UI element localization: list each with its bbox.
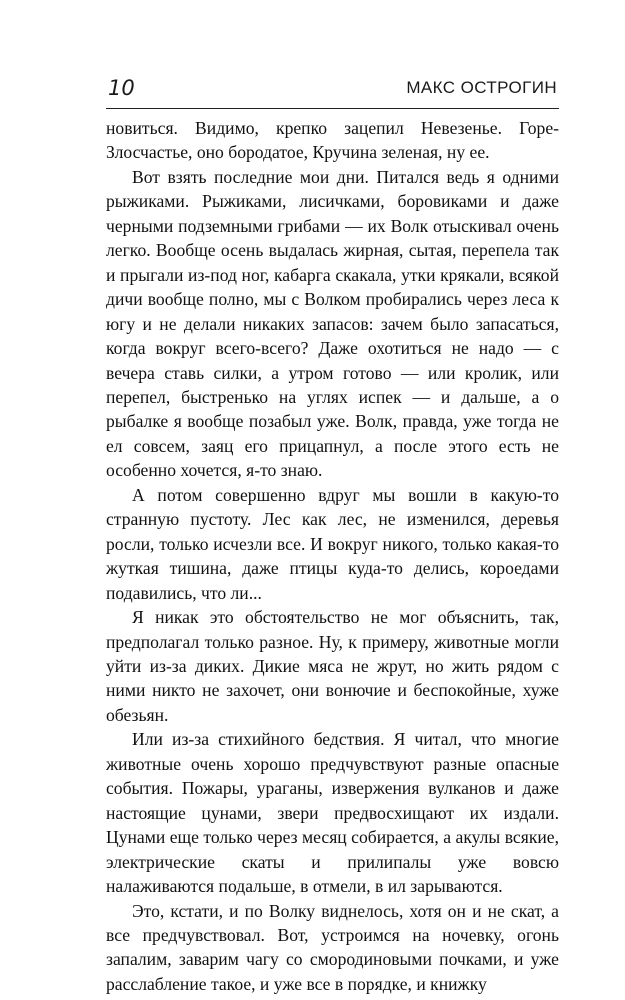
paragraph: Вот взять последние мои дни. Питался ведь я одними рыжиками. Рыжиками, лисичками, боровиками и даже черными подземными грибами — их Волк отыскивал очень легко. Вообще осень выдалась жирная, сытая, перепела так и прыгали из-под ног, кабарга скакала, утки крякали, всякой дичи вообще полно, мы с Волком пробирались через леса к югу и не делали никаких запасов: зачем было запасаться, когда вокруг всего-всего? Даже охотиться не надо — с вечера ставь силки, а утром готово — или кролик, или перепел, быстренько на углях испек — и дальше, а о рыбалке я вообще позабыл уже. Волк, правда, уже тогда не ел совсем, заяц его прицапнул, а после этого есть не особенно хочется, я-то знаю. [106, 166, 559, 481]
paragraph: А потом совершенно вдруг мы вошли в какую-то странную пустоту. Лес как лес, не изменился, деревья росли, только исчезли все. И вокруг никого, только какая-то жуткая тишина, даже птицы куда-то делись, короедами подавились, что ли... [106, 484, 559, 603]
body-text [106, 116, 559, 996]
running-head: МАКС ОСТРОГИН [406, 78, 557, 97]
paragraph: Я никак это обстоятельство не мог объяснить, так, предполагал только разное. Ну, к примеру, животные могли уйти из-за диких. Дикие мяса не жрут, но жить рядом с ними никто не захочет, они вонючие и беспокойные, хуже обезьян. [106, 607, 559, 725]
header-rule [106, 108, 559, 109]
page-number: 10 [108, 76, 135, 100]
paragraph: Или из-за стихийного бедствия. Я читал, что многие животные очень хорошо предчувствуют разные опасные события. Пожары, ураганы, извержения вулканов и даже настоящие цунами, звери предвосхищают их издали. Цунами еще только через месяц собирается, а акулы всякие, электрические скаты и прилипалы уже вовсю налаживаются подальше, в отмели, в ил зарываются. [106, 729, 559, 897]
paragraph: Это, кстати, и по Волку виднелось, хотя он и не скат, а все предчувствовал. Вот, устроимся на ночевку, огонь запалим, заварим чагу со смородиновыми почками, и уже расслабление такое, и уже все в порядке, и книжку [106, 900, 559, 994]
paragraph: новиться. Видимо, крепко зацепил Невезенье. Горе-Злосчастье, оно бородатое, Кручина зеленая, ну ее. [106, 118, 559, 163]
page-header [0, 0, 625, 120]
